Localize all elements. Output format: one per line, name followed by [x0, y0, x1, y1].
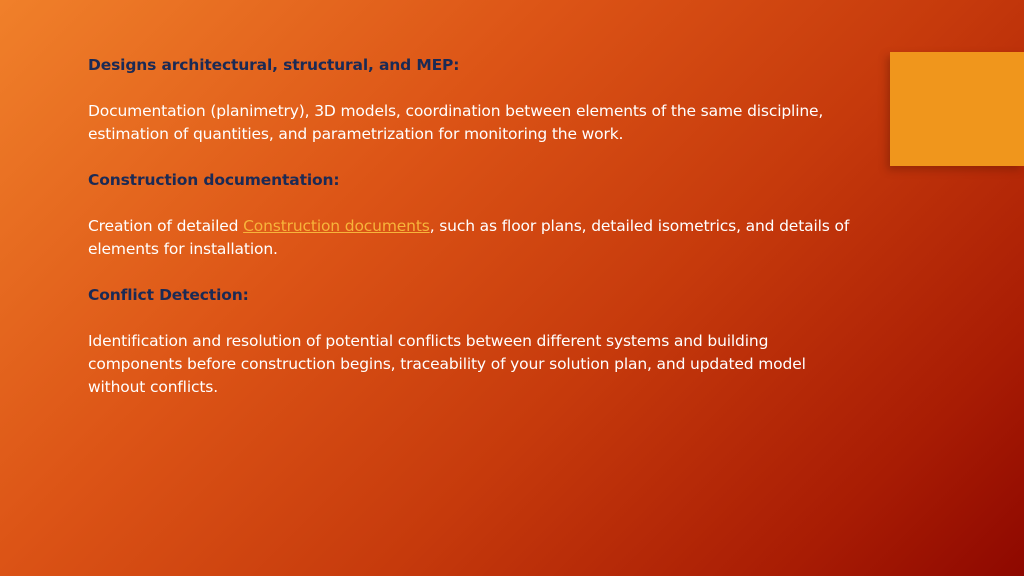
body-text-before-link: Creation of detailed	[88, 217, 244, 235]
slide-content	[88, 54, 858, 422]
body-text-after-link: , such as floor plans, detailed isometrics, and details of elements for installation.	[88, 217, 850, 258]
section-body-conflict-detection: Identification and resolution of potential conflicts between different systems and building components before construction begins, traceability of your solution plan, and updated model without conflicts.	[88, 332, 806, 396]
section-body-designs: Documentation (planimetry), 3D models, coordination between elements of the same discipline, estimation of quantities, and parametrization for monitoring the work.	[88, 102, 824, 143]
section-heading-designs: Designs architectural, structural, and MEP:	[88, 56, 460, 74]
section-body-construction-documentation	[88, 215, 858, 261]
accent-square	[890, 52, 1024, 166]
construction-documents-link[interactable]: Construction documents	[243, 217, 430, 235]
section-heading-construction-documentation: Construction documentation:	[88, 171, 340, 189]
section-heading-conflict-detection: Conflict Detection:	[88, 286, 249, 304]
